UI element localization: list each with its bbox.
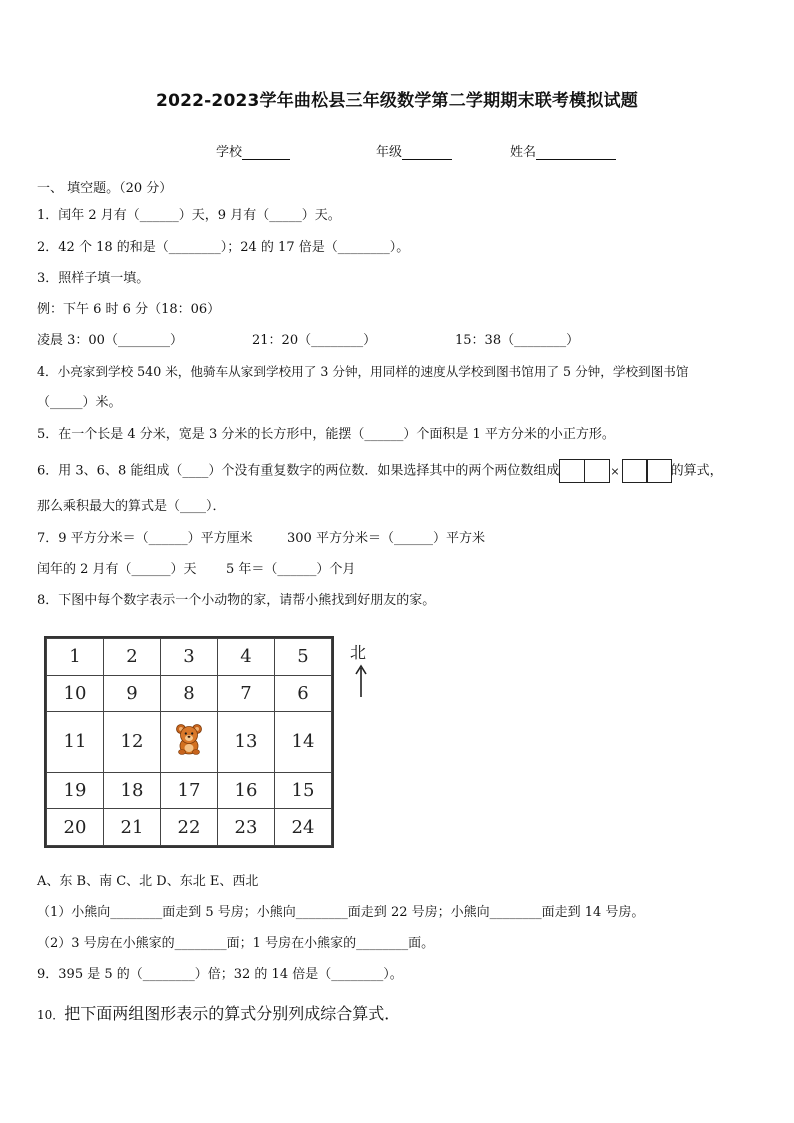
grid-cell: 18 [104, 772, 161, 809]
animal-house-grid [44, 636, 334, 848]
grid-cell: 3 [161, 639, 218, 676]
grid-cell: 5 [275, 639, 332, 676]
name-field[interactable]: 姓名 [510, 141, 616, 160]
grid-cell: 19 [47, 772, 104, 809]
digit-box[interactable] [584, 459, 610, 483]
north-label: 北 [350, 643, 367, 662]
question-3-c: 15：38（________） [455, 333, 580, 348]
grid-cell: 23 [218, 809, 275, 846]
grid-cell: 16 [218, 772, 275, 809]
question-1: 1．闰年 2 月有（______）天，9 月有（_____）天。 [37, 208, 341, 223]
question-10: 10．把下面两组图形表示的算式分别列成综合算式． [37, 1004, 401, 1023]
question-3: 3．照样子填一填。 [37, 271, 150, 286]
digit-box[interactable] [646, 459, 672, 483]
question-6: 6．用 3、6、8 能组成（____）个没有重复数字的两位数．如果选择其中的两个两位数组成 × 的算式， [37, 458, 723, 485]
question-6-line2: 那么乘积最大的算式是（____）． [37, 499, 226, 514]
grid-cell: 9 [104, 675, 161, 712]
bear-icon [174, 723, 204, 755]
question-4-line1: 4．小亮家到学校 540 米，他骑车从家到学校用了 3 分钟，用同样的速度从学校到图书馆用了 5 分钟，学校到图书馆 [37, 364, 689, 379]
student-info [0, 141, 794, 161]
grid-cell: 7 [218, 675, 275, 712]
question-7-c: 闰年的 2 月有（______）天 [37, 562, 197, 577]
grid-cell: 1 [47, 639, 104, 676]
grid-cell: 15 [275, 772, 332, 809]
grid-row [47, 675, 332, 712]
school-field[interactable]: 学校 [216, 141, 290, 160]
question-3-a: 凌晨 3：00（________） [37, 333, 183, 348]
section-fill-blank: 一、 填空题。（20 分） [37, 181, 173, 196]
multiplication-boxes[interactable] [559, 458, 608, 484]
digit-box[interactable] [622, 459, 648, 483]
grid-cell: 14 [275, 712, 332, 773]
north-compass [348, 640, 378, 700]
page-title: 2022-2023学年曲松县三年级数学第二学期期末联考模拟试题 [156, 91, 638, 111]
question-3-example: 例：下午 6 时 6 分（18：06） [37, 302, 221, 317]
grid-cell: 6 [275, 675, 332, 712]
grid-cell: 2 [104, 639, 161, 676]
grid-cell: 10 [47, 675, 104, 712]
grid-row [47, 712, 332, 773]
direction-options: A、东 B、南 C、北 D、东北 E、西北 [37, 874, 259, 889]
bear-cell [161, 712, 218, 773]
grid-cell: 8 [161, 675, 218, 712]
question-4-line2: （_____）米。 [37, 395, 122, 410]
question-7-d: 5 年＝（______）个月 [226, 562, 356, 577]
question-9: 9．395 是 5 的（________）倍；32 的 14 倍是（________）。 [37, 967, 403, 982]
grid-cell: 12 [104, 712, 161, 773]
question-8-1: （1）小熊向________面走到 5 号房；小熊向________面走到 22 号房；小熊向________面走到 14 号房。 [37, 905, 645, 920]
question-7-b: 300 平方分米＝（______）平方米 [287, 531, 485, 546]
question-8: 8．下图中每个数字表示一个小动物的家，请帮小熊找到好朋友的家。 [37, 593, 436, 608]
question-2: 2．42 个 18 的和是（________）；24 的 17 倍是（________）。 [37, 240, 410, 255]
north-arrow-icon [354, 664, 368, 698]
digit-box[interactable] [559, 459, 585, 483]
grid-cell: 4 [218, 639, 275, 676]
times-sign: × [610, 464, 620, 478]
question-5: 5．在一个长是 4 分米，宽是 3 分米的长方形中，能摆（______）个面积是 1 平方分米的小正方形。 [37, 427, 615, 442]
grid-cell: 11 [47, 712, 104, 773]
grade-field[interactable]: 年级 [376, 141, 452, 160]
grid-cell: 22 [161, 809, 218, 846]
question-3-b: 21：20（________） [252, 333, 377, 348]
grid-cell: 20 [47, 809, 104, 846]
grid-cell: 17 [161, 772, 218, 809]
grid-row [47, 639, 332, 676]
grid-cell: 13 [218, 712, 275, 773]
grid-cell: 21 [104, 809, 161, 846]
question-8-2: （2）3 号房在小熊家的________面；1 号房在小熊家的________面。 [37, 936, 435, 951]
grid-row [47, 772, 332, 809]
question-7-a: 7．9 平方分米＝（______）平方厘米 [37, 531, 253, 546]
grid-cell: 24 [275, 809, 332, 846]
grid-row [47, 809, 332, 846]
